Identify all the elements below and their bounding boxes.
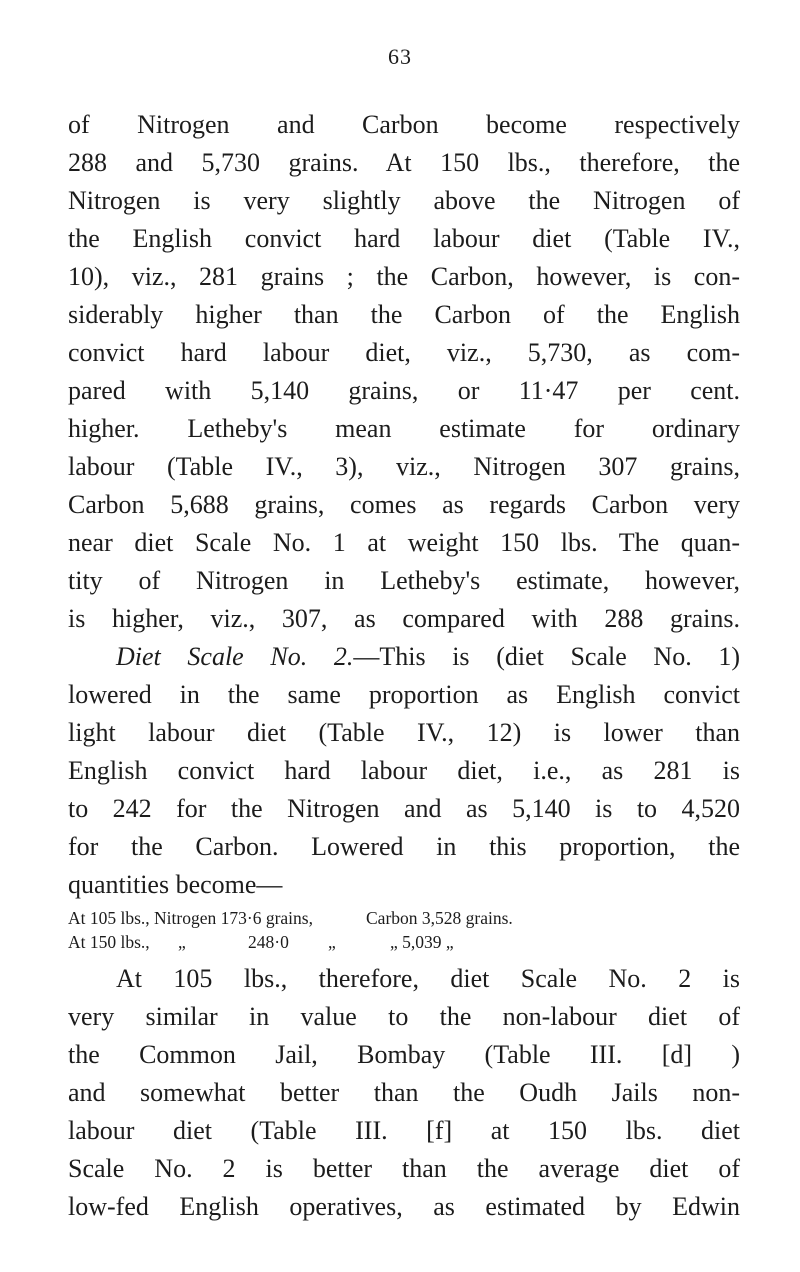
table-row bbox=[68, 930, 740, 954]
table-cell: Carbon 3,528 grains. bbox=[366, 908, 513, 928]
text-line: very similar in value to the non-labour diet of bbox=[68, 1002, 740, 1031]
text-line: quantities become— bbox=[68, 870, 283, 899]
text-line: labour (Table IV., 3), viz., Nitrogen 307 grains, bbox=[68, 452, 740, 481]
table-cell: „ bbox=[328, 932, 336, 952]
table-cell: At 105 lbs., Nitrogen 173·6 grains, bbox=[68, 908, 313, 928]
table-cell: 248·0 bbox=[248, 932, 289, 952]
text-line: Nitrogen is very slightly above the Nitrogen of bbox=[68, 186, 740, 215]
quantities-table bbox=[68, 906, 740, 954]
text-line: labour diet (Table III. [f] at 150 lbs. diet bbox=[68, 1116, 740, 1145]
diet-scale-text: —This is (diet Scale No. 1) bbox=[353, 642, 740, 671]
text-line: of Nitrogen and Carbon become respectively bbox=[68, 110, 740, 139]
text-line: lowered in the same proportion as English convict bbox=[68, 680, 740, 709]
text-line: siderably higher than the Carbon of the English bbox=[68, 300, 740, 329]
table-row bbox=[68, 906, 740, 930]
text-line: higher. Letheby's mean estimate for ordinary bbox=[68, 414, 740, 443]
text-line: near diet Scale No. 1 at weight 150 lbs. The quan- bbox=[68, 528, 740, 557]
text-line: Carbon 5,688 grains, comes as regards Carbon very bbox=[68, 490, 740, 519]
text-line: 10), viz., 281 grains ; the Carbon, however, is con- bbox=[68, 262, 740, 291]
text-line: Scale No. 2 is better than the average diet of bbox=[68, 1154, 740, 1183]
text-line: English convict hard labour diet, i.e., as 281 is bbox=[68, 756, 740, 785]
text-line: to 242 for the Nitrogen and as 5,140 is to 4,520 bbox=[68, 794, 740, 823]
table-cell: „ 5,039 „ bbox=[390, 932, 454, 952]
text-line: is higher, viz., 307, as compared with 288 grains. bbox=[68, 604, 740, 633]
text-line: and somewhat better than the Oudh Jails non- bbox=[68, 1078, 740, 1107]
text-line: tity of Nitrogen in Letheby's estimate, however, bbox=[68, 566, 740, 595]
text-line: for the Carbon. Lowered in this proportion, the bbox=[68, 832, 740, 861]
text-line: the English convict hard labour diet (Table IV., bbox=[68, 224, 740, 253]
text-line: light labour diet (Table IV., 12) is lower than bbox=[68, 718, 740, 747]
text-line: convict hard labour diet, viz., 5,730, as com- bbox=[68, 338, 740, 367]
text-line: the Common Jail, Bombay (Table III. [d] ) bbox=[68, 1040, 740, 1069]
body-text bbox=[68, 106, 740, 1226]
text-line: low-fed English operatives, as estimated by Edwin bbox=[68, 1192, 740, 1221]
text-line: 288 and 5,730 grains. At 150 lbs., therefore, the bbox=[68, 148, 740, 177]
text-line: pared with 5,140 grains, or 11·47 per cent. bbox=[68, 376, 740, 405]
table-cell: At 150 lbs., bbox=[68, 932, 150, 952]
text-line: At 105 lbs., therefore, diet Scale No. 2 is bbox=[116, 964, 740, 993]
page-number: 63 bbox=[388, 44, 412, 69]
diet-scale-line bbox=[68, 638, 740, 676]
diet-scale-heading: Diet Scale No. 2. bbox=[116, 642, 354, 671]
table-cell: „ bbox=[178, 932, 186, 952]
